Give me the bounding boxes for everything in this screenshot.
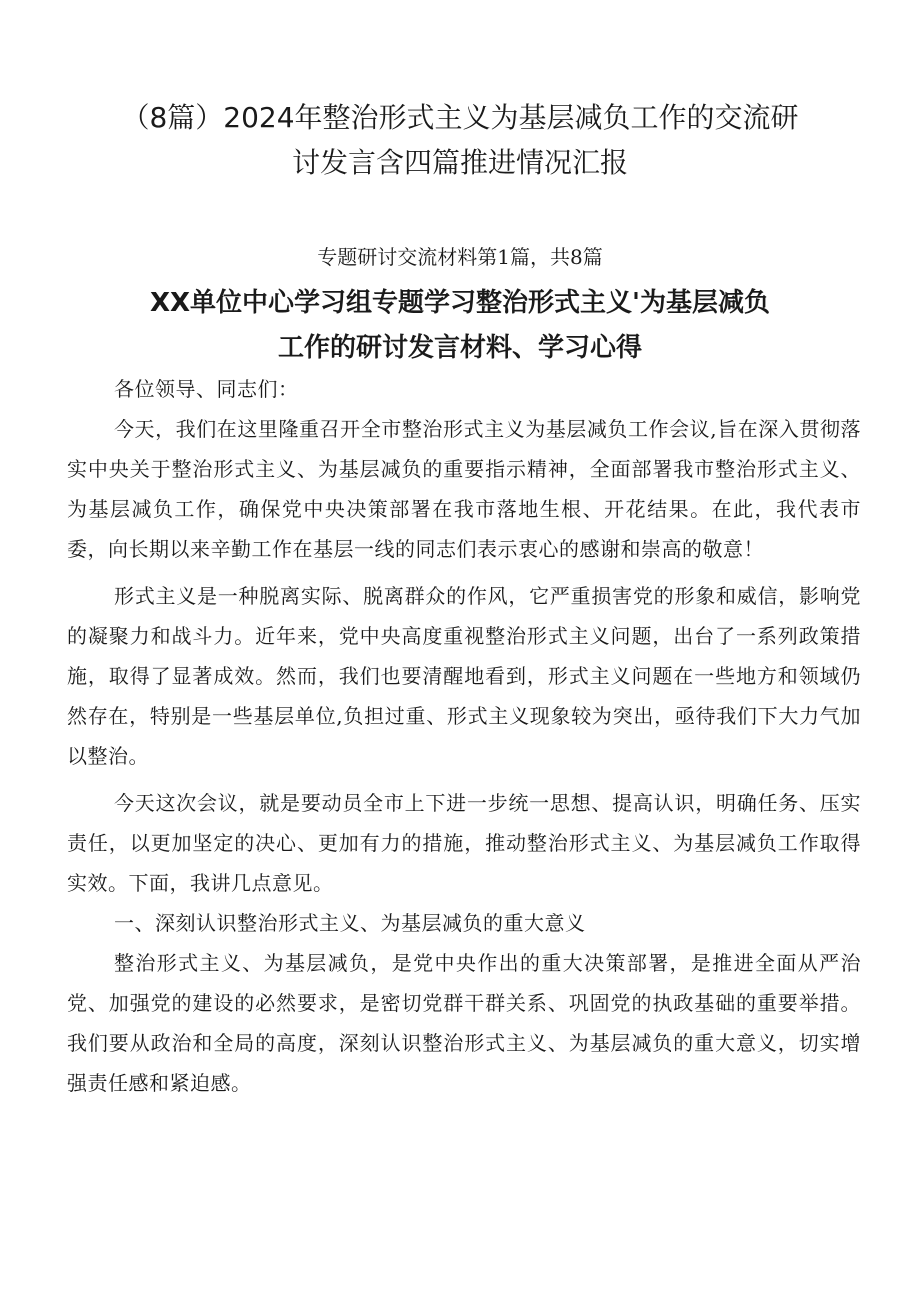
section-heading-1: 一、深刻认识整治形式主义、为基层减负的重大意义 [114,911,586,935]
article-body [67,369,861,1103]
paragraph-opening: 今天，我们在这里隆重召开全市整治形式主义为基层减负工作会议,旨在深入贯彻落实中央关于整治形式主义、为基层减负的重要指示精神，全面部署我市整治形式主义、为基层减负工作，确保党中央决策部署在我市落地生根、开花结果。在此，我代表市委，向长期以来辛勤工作在基层一线的同志们表示衷心的感谢和崇高的敬意！ [67,417,861,561]
article-title [100,281,820,371]
article-title-line-1: XX单位中心学习组专题学习整治形式主义'为基层减负 [149,288,771,318]
article-title-line-2: 工作的研讨发言材料、学习心得 [277,333,642,363]
document-title-line-2: 讨发言含四篇推进情况汇报 [291,146,628,179]
document-title-line-1: （8篇）2024年整治形式主义为基层减负工作的交流研 [121,101,799,134]
salutation: 各位领导、同志们： [114,377,299,401]
document-title [60,95,860,185]
series-subtitle: 专题研讨交流材料第1篇，共8篇 [317,245,603,269]
paragraph-meeting-purpose: 今天这次会议，就是要动员全市上下进一步统一思想、提高认识，明确任务、压实责任，以更加坚定的决心、更加有力的措施，推动整治形式主义、为基层减负工作取得实效。下面，我讲几点意见。 [67,791,861,895]
paragraph-formalism-problem: 形式主义是一种脱离实际、脱离群众的作风，它严重损害党的形象和威信，影响党的凝聚力和战斗力。近年来，党中央高度重视整治形式主义问题，出台了一系列政策措施，取得了显著成效。然而，我们也要清醒地看到，形式主义问题在一些地方和领域仍然存在，特别是一些基层单位,负担过重、形式主义现象较为突出，亟待我们下大力气加以整治。 [67,584,861,768]
paragraph-significance: 整治形式主义、为基层减负，是党中央作出的重大决策部署，是推进全面从严治党、加强党的建设的必然要求，是密切党群干群关系、巩固党的执政基础的重要举措。我们要从政治和全局的高度，深刻认识整治形式主义、为基层减负的重大意义，切实增强责任感和紧迫感。 [67,951,861,1095]
